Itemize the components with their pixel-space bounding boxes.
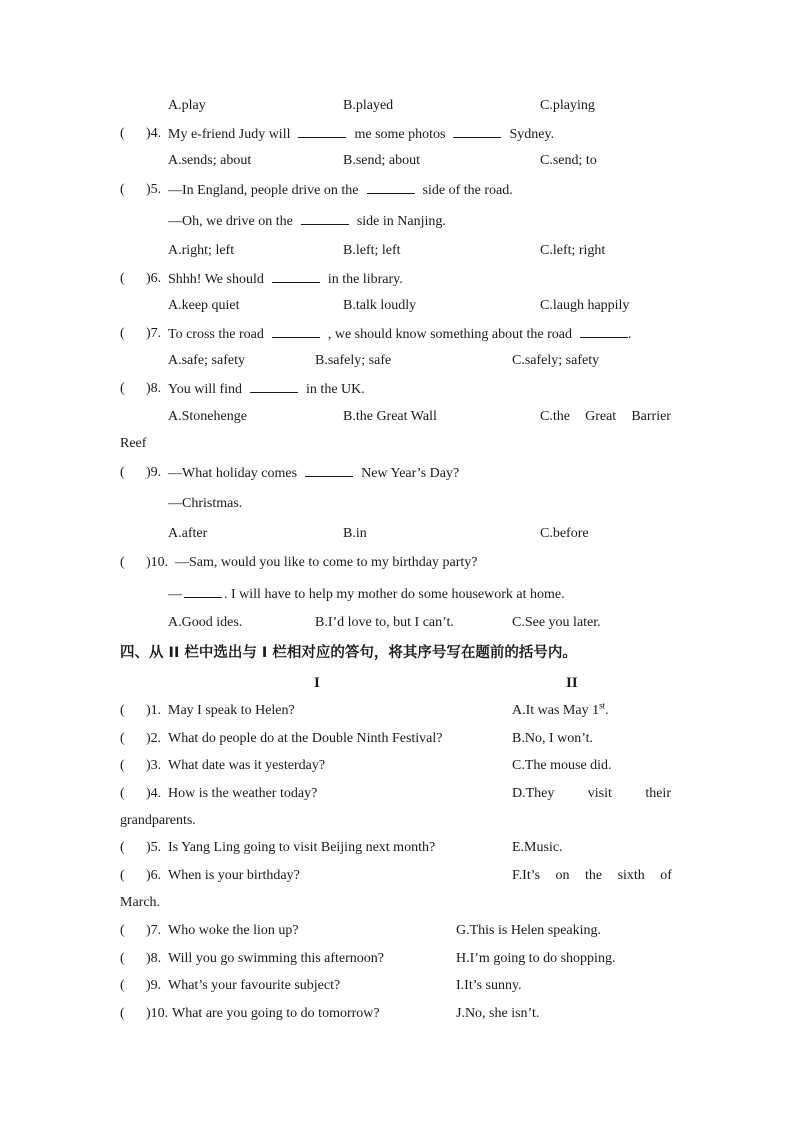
answer-option: G.This is Helen speaking. [456, 923, 602, 938]
question-number: )10. [146, 1006, 169, 1021]
q4-option-c: C.send; to [540, 153, 597, 168]
question-reply: —Christmas. [168, 496, 243, 511]
answer-paren-open[interactable]: ( [120, 1006, 125, 1021]
answer-paren-open[interactable]: ( [120, 923, 125, 938]
question-number: )5. [146, 840, 162, 855]
question-number: )8. [146, 381, 162, 396]
answer-option: D.They visit their [512, 786, 671, 801]
q10-option-c: C.See you later. [512, 615, 601, 630]
question-number: )9. [146, 978, 162, 993]
question-reply: — . I will have to help my mother do some housework at home. [168, 587, 565, 602]
q5-option-b: B.left; left [343, 243, 401, 258]
question-stem: —Sam, would you like to come to my birthday party? [175, 555, 478, 570]
answer-paren-open: ( [120, 465, 125, 480]
q10-option-b: B.I’d love to, but I can’t. [315, 615, 454, 630]
q3-option-a: A.play [168, 98, 206, 113]
answer-paren-open[interactable]: ( [120, 758, 125, 773]
answer-option: B.No, I won’t. [512, 731, 594, 746]
answer-blank[interactable] [272, 326, 320, 338]
q5-option-c: C.left; right [540, 243, 606, 258]
answer-paren-open: ( [120, 126, 125, 141]
question-stem: —What holiday comes New Year’s Day? [168, 466, 460, 481]
answer-blank[interactable] [305, 465, 353, 477]
question-text: How is the weather today? [168, 786, 318, 801]
answer-option: H.I’m going to do shopping. [456, 951, 616, 966]
answer-blank[interactable] [184, 586, 222, 598]
question-text: What’s your favourite subject? [168, 978, 341, 993]
question-text: Will you go swimming this afternoon? [168, 951, 385, 966]
column-header-2: II [566, 675, 578, 691]
q4-option-b: B.send; about [343, 153, 420, 168]
q8-option-a: A.Stonehenge [168, 409, 247, 424]
answer-option: C.The mouse did. [512, 758, 612, 773]
answer-blank[interactable] [453, 126, 501, 138]
question-number: )1. [146, 703, 162, 718]
question-number: )8. [146, 951, 162, 966]
section-heading: 四、从 II 栏中选出与 I 栏相对应的答句，将其序号写在题前的括号内。 [120, 645, 577, 661]
answer-paren-open: ( [120, 182, 125, 197]
answer-paren-open: ( [120, 381, 125, 396]
answer-option-wrap: March. [120, 895, 161, 910]
question-text: May I speak to Helen? [168, 703, 295, 718]
question-stem: My e-friend Judy will me some photos Sydney. [168, 127, 555, 142]
q8-option-c: C.the Great Barrier [540, 409, 671, 424]
question-text: Who woke the lion up? [168, 923, 299, 938]
answer-paren-open[interactable]: ( [120, 978, 125, 993]
question-number: )2. [146, 731, 162, 746]
q3-option-b: B.played [343, 98, 394, 113]
answer-blank[interactable] [367, 182, 415, 194]
q8-option-c-wrap: Reef [120, 436, 147, 451]
answer-blank[interactable] [272, 271, 320, 283]
question-number: )10. [146, 555, 169, 570]
answer-paren-open: ( [120, 555, 125, 570]
answer-paren-open[interactable]: ( [120, 786, 125, 801]
q9-option-a: A.after [168, 526, 208, 541]
question-stem: To cross the road , we should know something about the road . [168, 327, 632, 342]
question-text: Is Yang Ling going to visit Beijing next month? [168, 840, 436, 855]
question-stem: You will find in the UK. [168, 382, 365, 397]
answer-paren-open: ( [120, 271, 125, 286]
column-header-1: I [314, 675, 320, 691]
answer-blank[interactable] [301, 213, 349, 225]
question-text: What are you going to do tomorrow? [172, 1006, 380, 1021]
question-text: When is your birthday? [168, 868, 300, 883]
q6-option-b: B.talk loudly [343, 298, 417, 313]
answer-blank[interactable] [298, 126, 346, 138]
answer-option: A.It was May 1st. [512, 700, 609, 718]
answer-paren-open[interactable]: ( [120, 951, 125, 966]
question-number: )5. [146, 182, 162, 197]
question-number: )9. [146, 465, 162, 480]
question-number: )4. [146, 126, 162, 141]
q8-option-b: B.the Great Wall [343, 409, 437, 424]
q3-option-c: C.playing [540, 98, 595, 113]
q6-option-c: C.laugh happily [540, 298, 630, 313]
question-stem: Shhh! We should in the library. [168, 272, 403, 287]
q5-option-a: A.right; left [168, 243, 235, 258]
question-number: )4. [146, 786, 162, 801]
answer-blank[interactable] [580, 326, 628, 338]
answer-option: J.No, she isn’t. [456, 1006, 540, 1021]
q9-option-b: B.in [343, 526, 367, 541]
q9-option-c: C.before [540, 526, 589, 541]
question-stem-line2: —Oh, we drive on the side in Nanjing. [168, 214, 446, 229]
answer-option: F.It’s on the sixth of [512, 868, 672, 883]
question-number: )6. [146, 271, 162, 286]
q10-option-a: A.Good ides. [168, 615, 243, 630]
question-number: )7. [146, 923, 162, 938]
q6-option-a: A.keep quiet [168, 298, 240, 313]
q7-option-a: A.safe; safety [168, 353, 245, 368]
answer-paren-open[interactable]: ( [120, 703, 125, 718]
answer-option-wrap: grandparents. [120, 813, 196, 828]
question-text: What date was it yesterday? [168, 758, 326, 773]
answer-paren-open[interactable]: ( [120, 731, 125, 746]
answer-blank[interactable] [250, 381, 298, 393]
answer-paren-open[interactable]: ( [120, 840, 125, 855]
answer-option: I.It’s sunny. [456, 978, 522, 993]
question-number: )3. [146, 758, 162, 773]
answer-option: E.Music. [512, 840, 563, 855]
answer-paren-open[interactable]: ( [120, 868, 125, 883]
question-stem: —In England, people drive on the side of the road. [168, 183, 513, 198]
q7-option-b: B.safely; safe [315, 353, 392, 368]
answer-paren-open: ( [120, 326, 125, 341]
question-text: What do people do at the Double Ninth Festival? [168, 731, 443, 746]
question-number: )6. [146, 868, 162, 883]
q7-option-c: C.safely; safety [512, 353, 600, 368]
q4-option-a: A.sends; about [168, 153, 252, 168]
question-number: )7. [146, 326, 162, 341]
